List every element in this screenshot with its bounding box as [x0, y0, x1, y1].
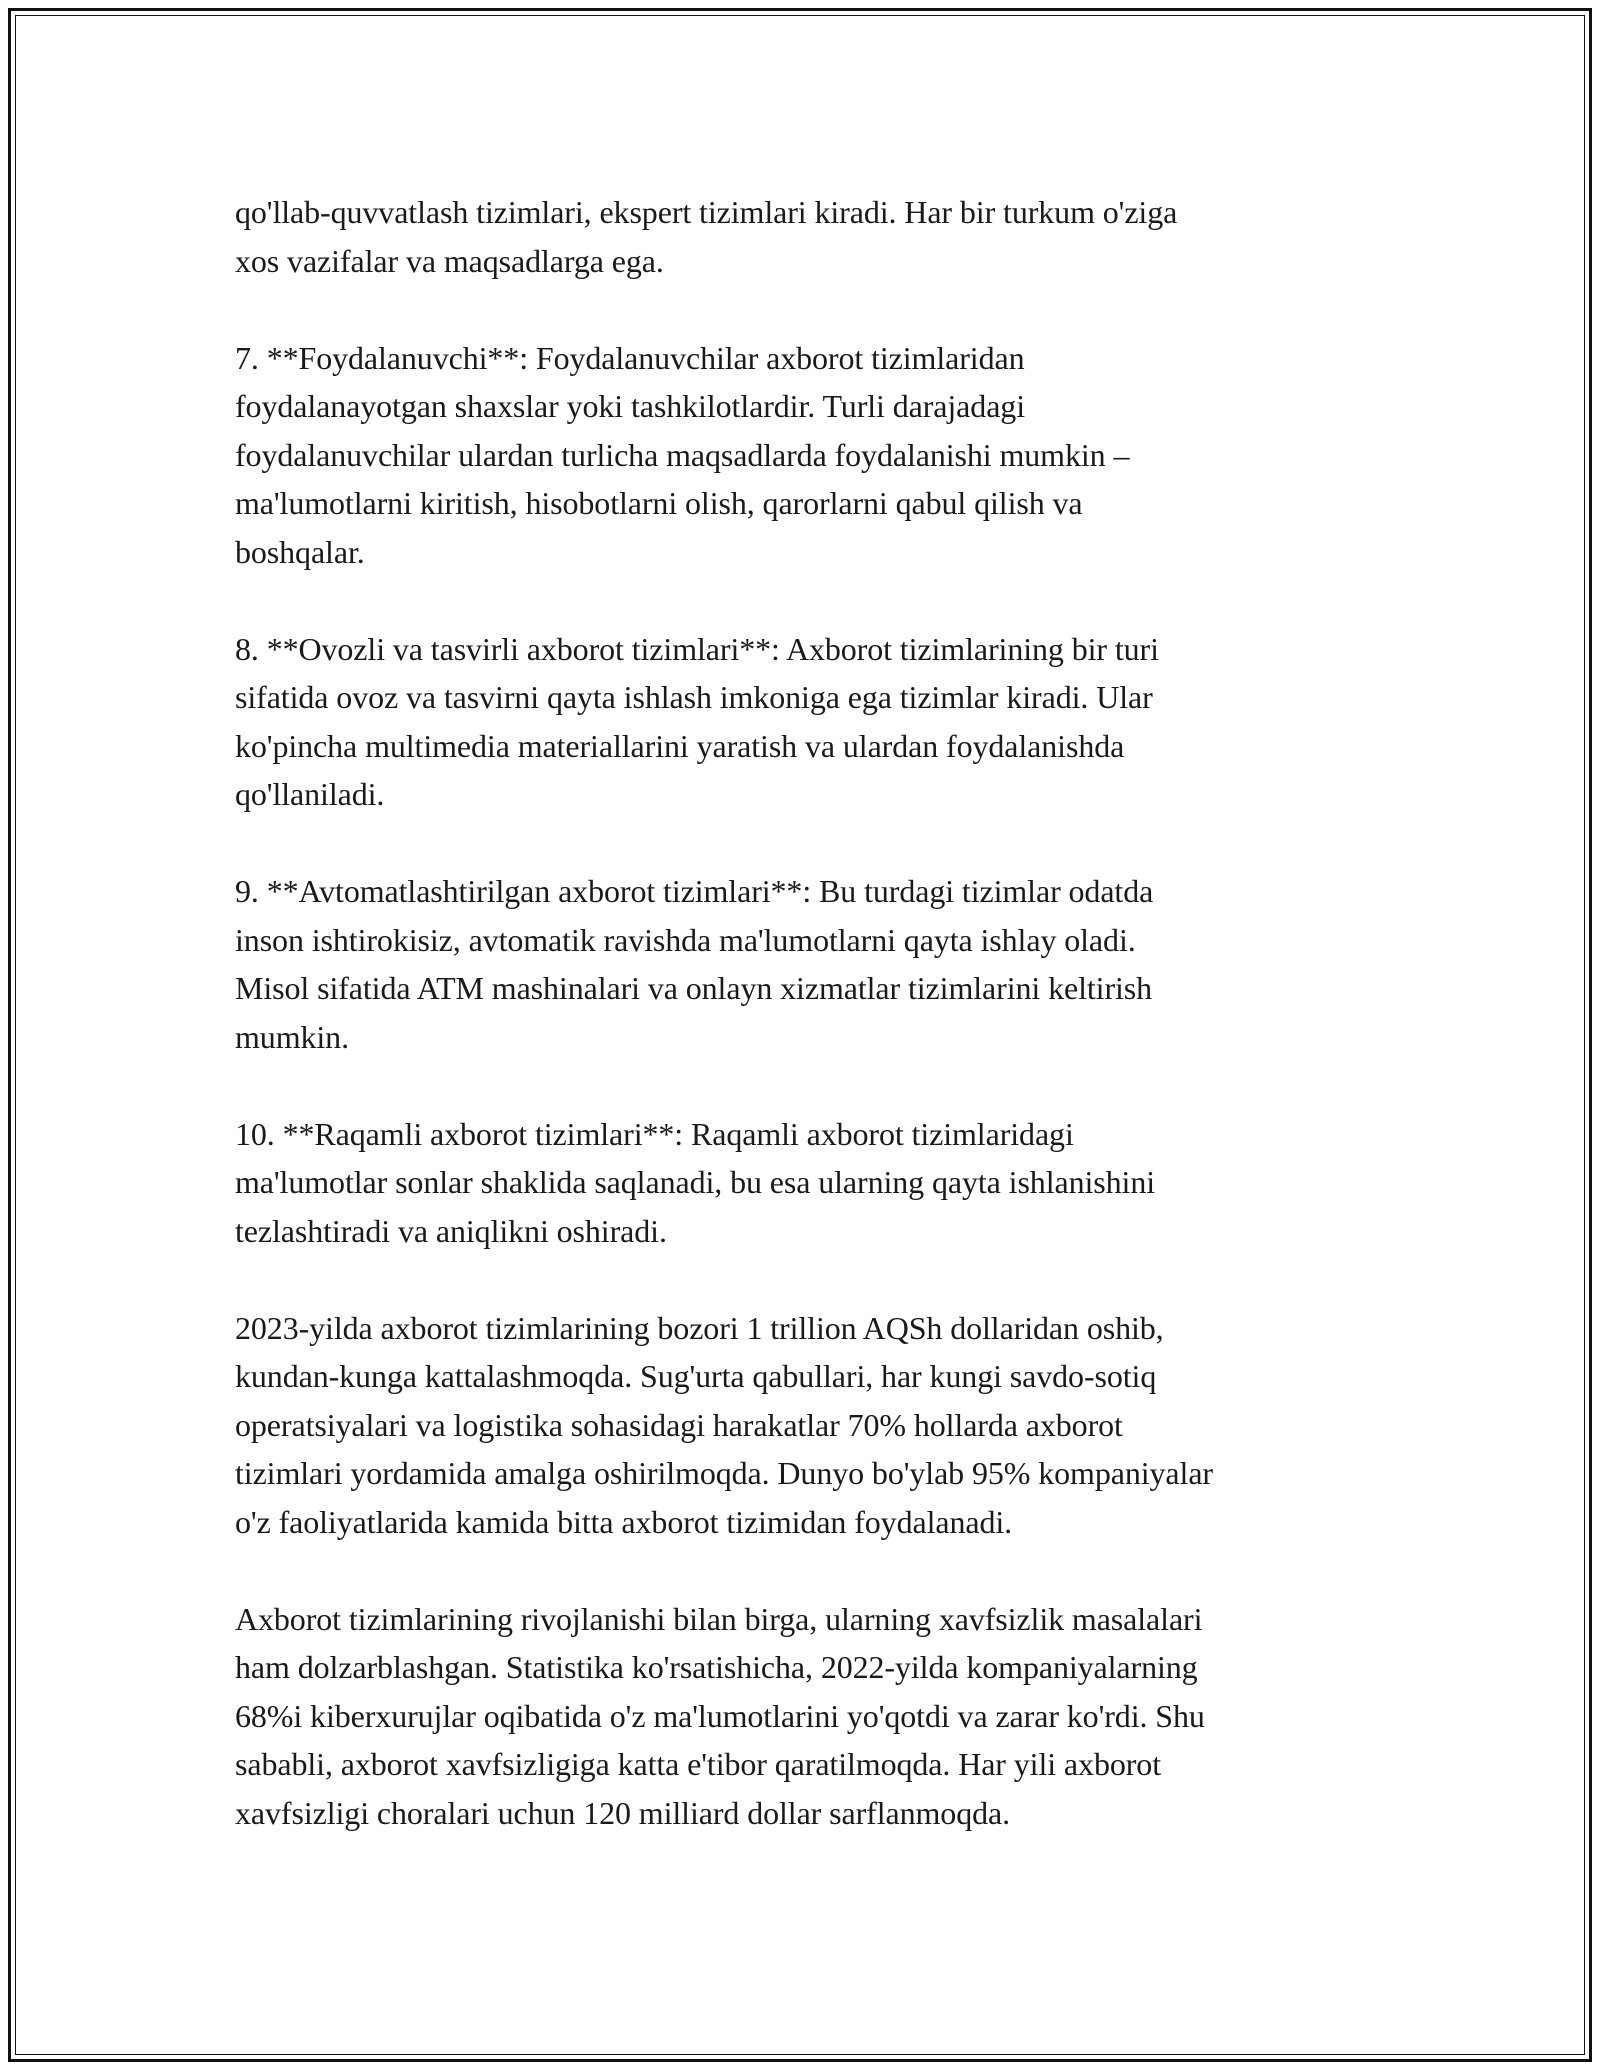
paragraph-market-statistics: 2023-yilda axborot tizimlarining bozori 1 trillion AQSh dollaridan oshib, kundan-kunga kattalashmoqda. Sug'urta qabullari, har kungi savdo-sotiq operatsiyalari va logistika sohasidagi harakatlar 70% hollarda axborot tizimlari yordamida amalga oshirilmoqda. Dunyo bo'ylab 95% kompaniyalar o'z faoliyatlarida kamida bitta axborot tizimidan foydalanadi.: [235, 1309, 1213, 1540]
paragraph-continuation: qo'llab-quvvatlash tizimlari, ekspert tizimlari kiradi. Har bir turkum o'ziga xos vazifalar va maqsadlarga ega.: [235, 194, 1178, 279]
paragraph-item-8-ovozli-tasvirli: 8. **Ovozli va tasvirli axborot tizimlari**: Axborot tizimlarining bir turi sifatida ovoz va tasvirni qayta ishlash imkoniga ega tizimlar kiradi. Ular ko'pincha multimedia materiallarini yaratish va ulardan foydalanishda qo'llaniladi.: [235, 630, 1159, 812]
paragraph-item-7-foydalanuvchi: 7. **Foydalanuvchi**: Foydalanuvchilar axborot tizimlaridan foydalanayotgan shaxslar yoki tashkilotlardir. Turli darajadagi foydalanuvchilar ulardan turlicha maqsadlarda foydalanishi mumkin – ma'lumotlarni kiritish, hisobotlarni olish, qarorlarni qabul qilish va boshqalar.: [235, 339, 1130, 570]
paragraph-item-10-raqamli: 10. **Raqamli axborot tizimlari**: Raqamli axborot tizimlaridagi ma'lumotlar sonlar shaklida saqlanadi, bu esa ularning qayta ishlanishini tezlashtiradi va aniqlikni oshiradi.: [235, 1115, 1156, 1249]
paragraph-security-statistics: Axborot tizimlarining rivojlanishi bilan birga, ularning xavfsizlik masalalari ham dolzarblashgan. Statistika ko'rsatishicha, 2022-yilda kompaniyalarning 68%i kiberxurujlar oqibatida o'z ma'lumotlarini yo'qotdi va zarar ko'rdi. Shu sababli, axborot xavfsizligiga katta e'tibor qaratilmoqda. Har yili axborot xavfsizligi choralari uchun 120 milliard dollar sarflanmoqda.: [235, 1600, 1205, 1831]
document-body: [235, 188, 1375, 1886]
paragraph-item-9-avtomatlashtirilgan: 9. **Avtomatlashtirilgan axborot tizimlari**: Bu turdagi tizimlar odatda inson ishtirokisiz, avtomatik ravishda ma'lumotlarni qayta ishlay oladi. Misol sifatida ATM mashinalari va onlayn xizmatlar tizimlarini keltirish mumkin.: [235, 873, 1154, 1055]
